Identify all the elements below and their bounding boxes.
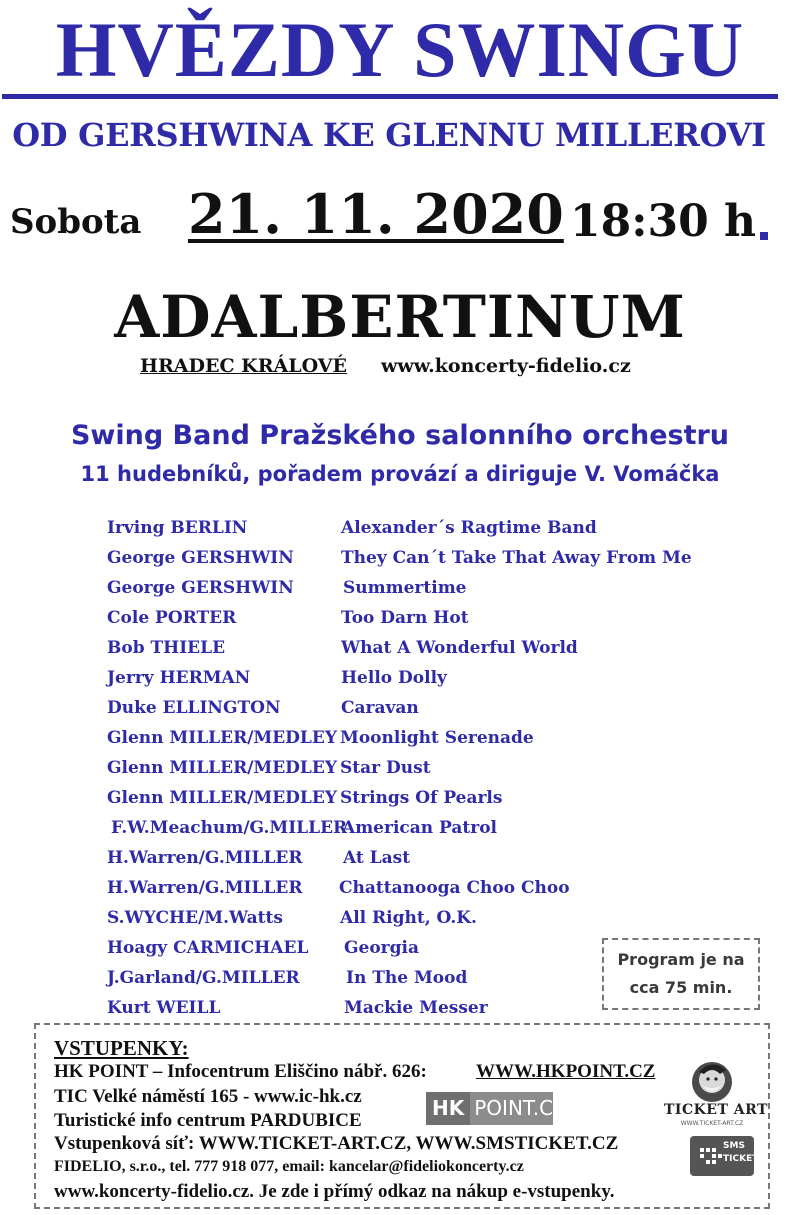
song: At Last <box>343 848 411 868</box>
song: Mackie Messer <box>344 998 488 1018</box>
composer: George GERSHWIN <box>107 548 294 568</box>
program-row <box>0 668 800 692</box>
song: Moonlight Serenade <box>340 728 534 748</box>
program-row <box>0 728 800 752</box>
band-subtitle: 11 hudebníků, pořadem provází a diriguje V. Vomáčka <box>80 462 720 486</box>
composer: Cole PORTER <box>107 608 237 628</box>
composer: Jerry HERMAN <box>107 668 251 688</box>
program-row <box>0 758 800 782</box>
program-row <box>0 638 800 662</box>
sms-label-line2: TICKET <box>723 1154 759 1164</box>
tickets-hkpoint: HK POINT – Infocentrum Eliščino nábř. 626: <box>54 1061 427 1082</box>
song: Summertime <box>343 578 467 598</box>
santa-icon <box>664 1058 760 1102</box>
song: Caravan <box>341 698 419 718</box>
song: Hello Dolly <box>341 668 447 688</box>
duration-line-1: Program je na <box>617 950 745 969</box>
composer: Kurt WEILL <box>107 998 221 1018</box>
program-row <box>0 698 800 722</box>
sms-label <box>723 1140 758 1166</box>
composer: Irving BERLIN <box>107 518 248 538</box>
composer: F.W.Meachum/G.MILLER <box>111 818 348 838</box>
composer: Glenn MILLER/MEDLEY <box>107 758 337 778</box>
event-day: Sobota <box>10 202 142 242</box>
composer: S.WYCHE/M.Watts <box>107 908 283 928</box>
composer: Hoagy CARMICHAEL <box>107 938 309 958</box>
tickets-network: Vstupenková síť: WWW.TICKET-ART.CZ, WWW.SMSTICKET.CZ <box>54 1133 619 1154</box>
venue-name: ADALBERTINUM <box>114 283 686 351</box>
tickets-tic: TIC Velké náměstí 165 - www.ic-hk.cz <box>54 1086 362 1107</box>
composer: J.Garland/G.MILLER <box>107 968 300 988</box>
composer: Glenn MILLER/MEDLEY <box>107 788 337 808</box>
song: Georgia <box>344 938 419 958</box>
song: American Patrol <box>342 818 498 838</box>
program-row <box>0 818 800 842</box>
ticket-art-name: TICKET ART <box>664 1102 768 1118</box>
title-underline <box>2 94 778 99</box>
composer: H.Warren/G.MILLER <box>107 848 303 868</box>
ticket-art-url: WWW.TICKET-ART.CZ <box>680 1120 744 1127</box>
program-row <box>0 518 800 542</box>
hkpoint-link[interactable]: WWW.HKPOINT.CZ <box>476 1061 656 1082</box>
song: Star Dust <box>340 758 431 778</box>
smsticket-logo <box>690 1136 759 1176</box>
program-row <box>0 848 800 872</box>
song: What A Wonderful World <box>341 638 578 658</box>
composer: Glenn MILLER/MEDLEY <box>107 728 337 748</box>
poster-title: HVĚZDY SWINGU <box>55 6 745 93</box>
program-row <box>0 548 800 572</box>
hkpoint-logo-point: POINT.CZ <box>474 1096 567 1120</box>
tickets-website-note: www.koncerty-fidelio.cz. Je zde i přímý odkaz na nákup e-vstupenky. <box>54 1181 615 1202</box>
tickets-heading: VSTUPENKY: <box>54 1036 189 1060</box>
tickets-pardubice: Turistické info centrum PARDUBICE <box>54 1110 362 1131</box>
sms-grid-icon <box>696 1136 726 1176</box>
program-row <box>0 878 800 902</box>
ticket-art-logo <box>664 1058 768 1136</box>
song: They Can´t Take That Away From Me <box>341 548 692 568</box>
composer: Bob THIELE <box>107 638 226 658</box>
song: Alexander´s Ragtime Band <box>341 518 597 538</box>
program-row <box>0 788 800 812</box>
hkpoint-logo <box>426 1092 567 1125</box>
venue-city: HRADEC KRÁLOVÉ <box>140 355 348 377</box>
website-link[interactable]: www.koncerty-fidelio.cz <box>381 355 631 377</box>
song: All Right, O.K. <box>340 908 477 928</box>
time-dot <box>760 232 768 240</box>
program-row <box>0 578 800 602</box>
sms-label-line1: SMS <box>723 1141 745 1151</box>
composer: H.Warren/G.MILLER <box>107 878 303 898</box>
song: In The Mood <box>346 968 468 988</box>
composer: Duke ELLINGTON <box>107 698 281 718</box>
song: Strings Of Pearls <box>340 788 503 808</box>
song: Chattanooga Choo Choo <box>339 878 570 898</box>
hkpoint-logo-hk: HK <box>426 1092 470 1125</box>
duration-line-2: cca 75 min. <box>629 978 733 997</box>
tickets-fidelio-contact: FIDELIO, s.r.o., tel. 777 918 077, email: kancelar@fideliokoncerty.cz <box>54 1158 524 1175</box>
band-name: Swing Band Pražského salonního orchestru <box>70 420 730 451</box>
poster-subtitle: OD GERSHWINA KE GLENNU MILLEROVI <box>12 116 766 154</box>
duration-note <box>602 938 760 1010</box>
event-time: 18:30 h <box>570 196 757 247</box>
composer: George GERSHWIN <box>107 578 294 598</box>
program-row <box>0 908 800 932</box>
event-date: 21. 11. 2020 <box>188 182 564 246</box>
song: Too Darn Hot <box>341 608 469 628</box>
program-row <box>0 608 800 632</box>
